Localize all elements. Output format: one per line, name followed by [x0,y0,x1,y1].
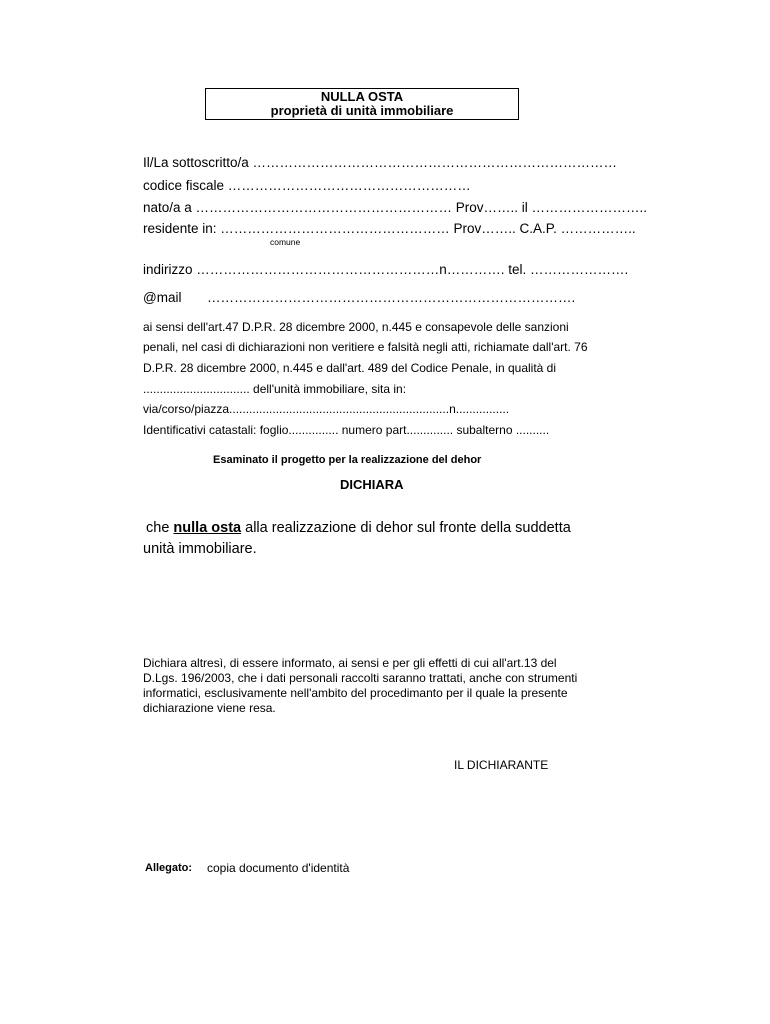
statement-emphasis: nulla osta [173,520,242,536]
signature-label: IL DICHIARANTE [454,758,549,772]
privacy-line-2: D.Lgs. 196/2003, che i dati personali raccolti saranno trattati, anche con strumenti [143,671,578,685]
privacy-line-4: dichiarazione viene resa. [143,701,276,715]
privacy-line-1: Dichiara altresì, di essere informato, ai sensi e per gli effetti di cui all'art.13 del [143,656,557,670]
declaration-line-3: D.P.R. 28 dicembre 2000, n.445 e dall'art. 489 del Codice Penale, in qualità di [143,361,557,375]
statement-line-1 [146,520,571,536]
field-codice-fiscale: codice fiscale ……………………………………………… [143,178,471,193]
title-line-1: NULLA OSTA [320,89,404,104]
field-residente: residente in: …………………………………………… Prov…….. C.A.P. …………….. [143,221,636,236]
attachment-label: Allegato: [145,862,193,874]
attachment-value: copia documento d'identità [207,861,350,875]
esaminato-heading: Esaminato il progetto per la realizzazione del dehor [213,454,482,466]
privacy-line-3: informatici, esclusivamente nell'ambito del procedimanto per il quale la presente [143,686,568,700]
field-via: via/corso/piazza..................................................................n................ [143,402,510,416]
statement-line-2: unità immobiliare. [143,541,257,557]
title-line-2: proprietà di unità immobiliare [270,103,454,118]
field-nato-a: nato/a a ………………………………………………… Prov…….. il …………………….. [143,200,648,215]
statement-rest: alla realizzazione di dehor sul fronte della suddetta [241,520,571,536]
field-mail-dots: ………………………………………………………………………. [207,290,576,305]
declaration-line-2: penali, nel casi di dichiarazioni non veritiere e falsità negli atti, richiamate dall'art. 76 [143,340,588,354]
declaration-line-1: ai sensi dell'art.47 D.P.R. 28 dicembre 2000, n.445 e consapevole delle sanzioni [143,320,569,334]
field-indirizzo: indirizzo ………………………………………………n…………. tel. …………………. [143,262,629,277]
field-catastali: Identificativi catastali: foglio............... numero part.............. subalterno .......... [143,423,550,437]
statement-prefix: che [146,520,174,536]
comune-caption: comune [270,237,301,247]
document-title-box [205,88,519,120]
dichiara-heading: DICHIARA [340,477,404,492]
field-sottoscritto: Il/La sottoscritto/a ……………………………………………………………………… [143,155,618,170]
field-mail-label: @mail [143,290,182,305]
declaration-line-4: ................................ dell'unità immobiliare, sita in: [143,382,407,396]
